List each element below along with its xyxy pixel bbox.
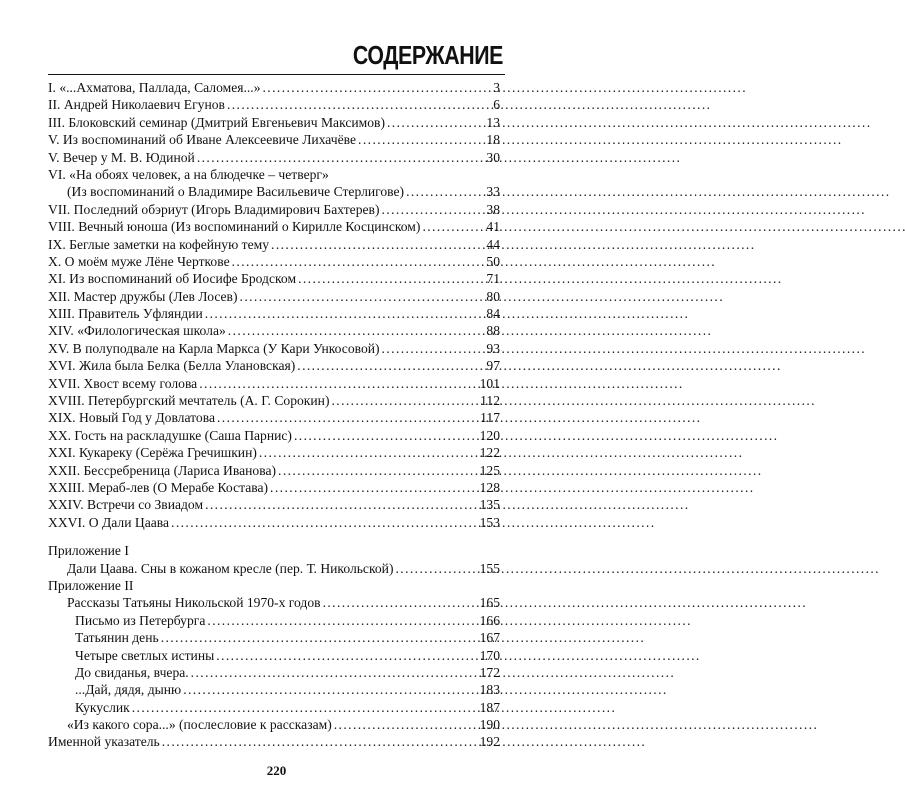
toc-entry-page: 153 [479,514,500,530]
toc-leader-dots [199,375,477,392]
toc-entry-page: 93 [486,340,500,356]
toc-entry-title: «Из какого сора...» (послесловие к рассказам) [67,717,332,733]
toc-leader-dots [297,357,484,374]
toc-entry-title: Татьянин день [75,630,159,646]
toc-entry [48,218,500,235]
toc-entry [48,496,500,513]
toc-entry [48,392,500,409]
toc-leader-dots [422,218,484,235]
toc-entry [48,647,500,664]
toc-entry-title: XX. Гость на раскладушке (Саша Парнис) [48,427,292,443]
toc-leader-dots [387,114,484,131]
toc-leader-dots [323,594,478,611]
toc-entry-title: ...Дай, дядя, дыню [75,682,182,698]
toc-entry-title: VIII. Вечный юноша (Из воспоминаний о Кирилле Косцинском) [48,219,421,235]
toc-entry-page: 88 [486,323,500,339]
toc-entry-title: (Из воспоминаний о Владимире Васильевиче Стерлигове) [67,184,405,200]
toc-entry-page: 6 [493,97,500,113]
toc-entry [48,462,500,479]
toc-leader-dots [205,496,478,513]
toc-entry-title: До свиданья, вчера. [75,664,189,680]
toc-entry [48,699,500,716]
toc-entry-title: XVII. Хвост всему голова [48,375,198,391]
toc-entry-page: 190 [479,717,500,733]
toc-entry-title: XXIII. Мераб-лев (О Мерабе Костава) [48,479,269,495]
toc-leader-dots [132,699,478,716]
toc-entry [48,409,500,426]
toc-entry-title: V. Вечер у М. В. Юдиной [48,149,195,165]
toc-leader-dots [191,664,478,681]
toc-entry-title: XXII. Бессребреница (Лариса Иванова) [48,462,277,478]
toc-entry-page: 165 [479,595,500,611]
toc-entry-title: XIX. Новый Год у Довлатова [48,410,215,426]
toc-entry-title: V. Из воспоминаний об Иване Алексеевиче Лихачёве [48,132,357,148]
toc-entry-title: XIII. Правитель Уфляндии [48,306,203,322]
toc-leader-dots [183,681,477,698]
toc-entry-page: 33 [486,184,500,200]
toc-leader-dots [216,647,477,664]
toc-spacer [48,531,500,542]
toc-entry [48,253,500,270]
toc-entry-title: X. О моём муже Лёне Черткове [48,253,230,269]
toc-entry [48,96,500,113]
toc-leader-dots [271,236,484,253]
toc-entry-page: 128 [479,479,500,495]
toc-entry [48,305,500,322]
title-rule [48,74,505,75]
toc-entry-page: 155 [479,560,500,576]
toc-entry-page: 13 [486,114,500,130]
table-of-contents [48,79,500,751]
toc-entry [48,357,500,374]
toc-leader-dots [334,716,478,733]
toc-entry-title: Именной указатель [48,734,160,750]
toc-entry-title: XXIV. Встречи со Звиадом [48,497,204,513]
toc-entry-page: 117 [480,410,500,426]
toc-entry [48,288,500,305]
toc-entry [48,664,500,681]
toc-entry [48,340,500,357]
toc-entry [48,681,500,698]
toc-leader-dots [331,392,478,409]
toc-leader-dots [162,733,478,750]
toc-entry-title: Рассказы Татьяны Никольской 1970-х годов [67,595,321,611]
page-title: СОДЕРЖАНИЕ [352,40,503,70]
toc-leader-dots [381,201,484,218]
toc-entry-page: 167 [479,630,500,646]
toc-leader-dots [240,288,485,305]
toc-leader-dots [227,96,491,113]
toc-leader-dots [259,444,478,461]
toc-entry-page: 80 [486,288,500,304]
toc-entry-page: 44 [486,236,500,252]
toc-leader-dots [171,514,478,531]
toc-entry-page: 97 [486,358,500,374]
toc-leader-dots [298,270,484,287]
toc-entry-page: 172 [479,664,500,680]
toc-entry [48,733,500,750]
toc-entry-page: 3 [493,80,500,95]
toc-entry-title: I. «...Ахматова, Паллада, Саломея...» [48,80,261,95]
toc-leader-dots [294,427,478,444]
toc-entry-page: 41 [486,219,500,235]
toc-entry-title: III. Блоковский семинар (Дмитрий Евгеньевич Максимов) [48,114,385,130]
toc-entry [48,149,500,166]
page-number: 220 [266,763,287,778]
toc-entry-title: XV. В полуподвале на Карла Маркса (У Кари Ункосовой) [48,340,380,356]
toc-entry-title: XI. Из воспоминаний об Иосифе Бродском [48,271,297,287]
toc-entry-page: 192 [479,734,500,750]
toc-entry-page: 170 [479,647,500,663]
toc-entry-title: XVI. Жила была Белка (Белла Улановская) [48,358,296,374]
toc-leader-dots [217,409,478,426]
toc-leader-dots [161,629,478,646]
toc-entry [48,594,500,611]
toc-leader-dots [270,479,478,496]
toc-entry [48,612,500,629]
toc-entry-page: 84 [486,306,500,322]
toc-entry [48,479,500,496]
toc-leader-dots [205,305,485,322]
toc-entry [48,375,500,392]
toc-entry-page: 30 [486,149,500,165]
toc-entry-title: XII. Мастер дружбы (Лев Лосев) [48,288,238,304]
toc-leader-dots [232,253,485,270]
toc-entry-title: Приложение II [48,577,134,593]
toc-entry-title: Письмо из Петербурга [75,612,206,628]
toc-entry [48,236,500,253]
toc-entry-page: 120 [479,427,500,443]
toc-entry-title: Кукуслик [75,699,130,715]
toc-entry-page: 101 [479,375,500,391]
toc-entry [48,79,500,96]
toc-entry-title: XXI. Кукареку (Серёжа Гречишкин) [48,445,257,461]
toc-entry-page: 38 [486,201,500,217]
toc-entry-title: Четыре светлых истины [75,647,215,663]
toc-entry [48,716,500,733]
toc-entry-page: 18 [486,132,500,148]
toc-entry-title: II. Андрей Николаевич Егунов [48,97,225,113]
toc-entry-title: XIV. «Филологическая школа» [48,323,226,339]
toc-entry-page: 135 [479,497,500,513]
toc-leader-dots [197,149,485,166]
toc-leader-dots [358,131,484,148]
toc-leader-dots [228,322,485,339]
toc-entry-title: Приложение I [48,543,129,559]
toc-entry [48,166,500,183]
toc-entry [48,201,500,218]
toc-entry-title: XXVI. О Дали Цаава [48,514,170,530]
toc-entry-page: 122 [479,445,500,461]
toc-leader-dots [278,462,478,479]
toc-leader-dots [395,560,477,577]
toc-leader-dots [382,340,485,357]
toc-entry-title: Дали Цаава. Сны в кожаном кресле (пер. Т. Никольской) [67,560,394,576]
toc-entry [48,183,500,200]
toc-entry-page: 187 [479,699,500,715]
toc-entry-page: 50 [486,253,500,269]
toc-entry-page: 112 [480,393,500,409]
toc-entry-title: XVIII. Петербургский мечтатель (А. Г. Сорокин) [48,393,330,409]
toc-entry-title: IX. Беглые заметки на кофейную тему [48,236,270,252]
toc-leader-dots [207,612,477,629]
toc-leader-dots [406,183,484,200]
toc-entry [48,114,500,131]
toc-entry [48,514,500,531]
toc-entry [48,629,500,646]
toc-entry [48,270,500,287]
toc-entry-page: 183 [479,682,500,698]
toc-entry-page: 125 [479,462,500,478]
toc-entry-page: 71 [486,271,500,287]
toc-entry [48,560,500,577]
toc-entry-page: 166 [479,612,500,628]
toc-entry [48,577,500,594]
toc-entry-title: VII. Последний обэриут (Игорь Владимирович Бахтерев) [48,201,380,217]
toc-entry [48,444,500,461]
toc-entry [48,322,500,339]
toc-entry-title: VI. «На обоях человек, а на блюдечке – четверг» [48,166,329,182]
toc-entry [48,542,500,559]
toc-leader-dots [263,79,492,96]
toc-entry [48,131,500,148]
toc-entry [48,427,500,444]
